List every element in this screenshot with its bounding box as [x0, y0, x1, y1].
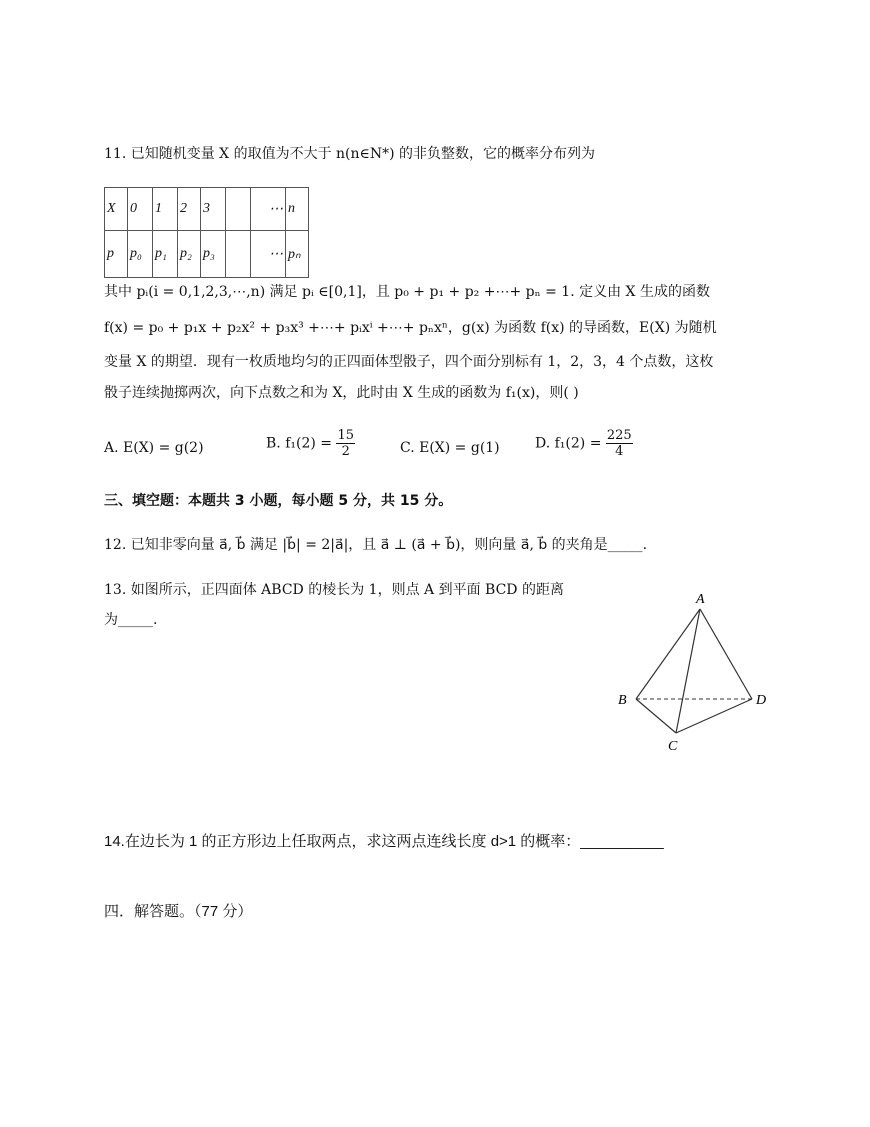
question-13-line2: 为_____.	[104, 612, 158, 628]
option-c: C. E(X) = g(1)	[400, 440, 500, 456]
option-d-fraction	[606, 428, 633, 459]
option-a: A. E(X) = g(2)	[104, 440, 204, 456]
question-12: 12. 已知非零向量 a⃗, b⃗ 满足 |b⃗| = 2|a⃗|，且 a⃗ ⊥ (a⃗ + b⃗)，则向量 a⃗, b⃗ 的夹角是_____.	[104, 537, 648, 553]
fraction-denominator: 4	[615, 444, 624, 459]
table-cell: p₀	[128, 231, 153, 278]
table-cell: 0	[128, 188, 153, 231]
table-cell: pₙ	[286, 231, 309, 278]
question-11-line1: 其中 pᵢ(i = 0,1,2,3,⋯,n) 满足 pᵢ ∈[0,1]，且 p₀ + p₁ + p₂ +⋯+ pₙ = 1. 定义由 X 生成的函数	[104, 284, 710, 300]
option-d-prefix: D. f₁(2) =	[535, 435, 602, 452]
probability-distribution-table	[104, 187, 309, 278]
option-d	[535, 428, 633, 459]
question-11-line2: f(x) = p₀ + p₁x + p₂x² + p₃x³ +⋯+ pᵢxⁱ +⋯+ pₙxⁿ，g(x) 为函数 f(x) 的导函数，E(X) 为随机	[104, 320, 717, 336]
option-b-fraction	[336, 428, 355, 459]
edge-ab	[636, 609, 700, 699]
fraction-denominator: 2	[341, 444, 350, 459]
table-cell: p₁	[153, 231, 178, 278]
table-cell: p₂	[178, 231, 201, 278]
question-11-line3: 变量 X 的期望．现有一枚质地均匀的正四面体型骰子，四个面分别标有 1，2，3，4 个点数，这枚	[104, 354, 714, 370]
table-cell: p	[105, 231, 128, 278]
table-cell: ⋯	[251, 231, 286, 278]
question-11-stem: 11. 已知随机变量 X 的取值为不大于 n(n∈N*) 的非负整数，它的概率分布列为	[104, 146, 596, 162]
question-14: 14.在边长为 1 的正方形边上任取两点，求这两点连线长度 d>1 的概率：__________	[104, 833, 664, 850]
table-cell: ⋯	[251, 188, 286, 231]
edge-ad	[700, 609, 752, 699]
option-b	[266, 428, 355, 459]
vertex-label-b: B	[618, 693, 627, 708]
section-3-heading: 三、填空题：本题共 3 小题，每小题 5 分，共 15 分。	[104, 493, 453, 509]
vertex-label-d: D	[756, 693, 767, 708]
vertex-label-c: C	[668, 739, 678, 754]
table-row	[105, 231, 309, 278]
table-row	[105, 188, 309, 231]
fraction-numerator: 15	[337, 428, 354, 443]
vertex-label-a: A	[696, 592, 705, 607]
table-cell: 2	[178, 188, 201, 231]
edge-ac	[676, 609, 700, 733]
fraction-numerator: 225	[606, 428, 632, 443]
table-cell: n	[286, 188, 309, 231]
question-11-line4: 骰子连续抛掷两次，向下点数之和为 X，此时由 X 生成的函数为 f₁(x)，则( )	[104, 385, 579, 401]
table-cell: 1	[153, 188, 178, 231]
option-b-prefix: B. f₁(2) =	[266, 435, 332, 452]
table-cell: p₃	[201, 231, 226, 278]
table-cell: 3	[201, 188, 226, 231]
table-cell	[226, 188, 251, 231]
table-cell: X	[105, 188, 128, 231]
table-cell	[226, 231, 251, 278]
tetrahedron-figure	[610, 585, 780, 755]
edge-cd	[676, 699, 752, 733]
question-13-line1: 13. 如图所示，正四面体 ABCD 的棱长为 1，则点 A 到平面 BCD 的距离	[104, 582, 564, 598]
edge-bc	[636, 699, 676, 733]
section-4-heading: 四．解答题。（77 分）	[104, 903, 253, 920]
